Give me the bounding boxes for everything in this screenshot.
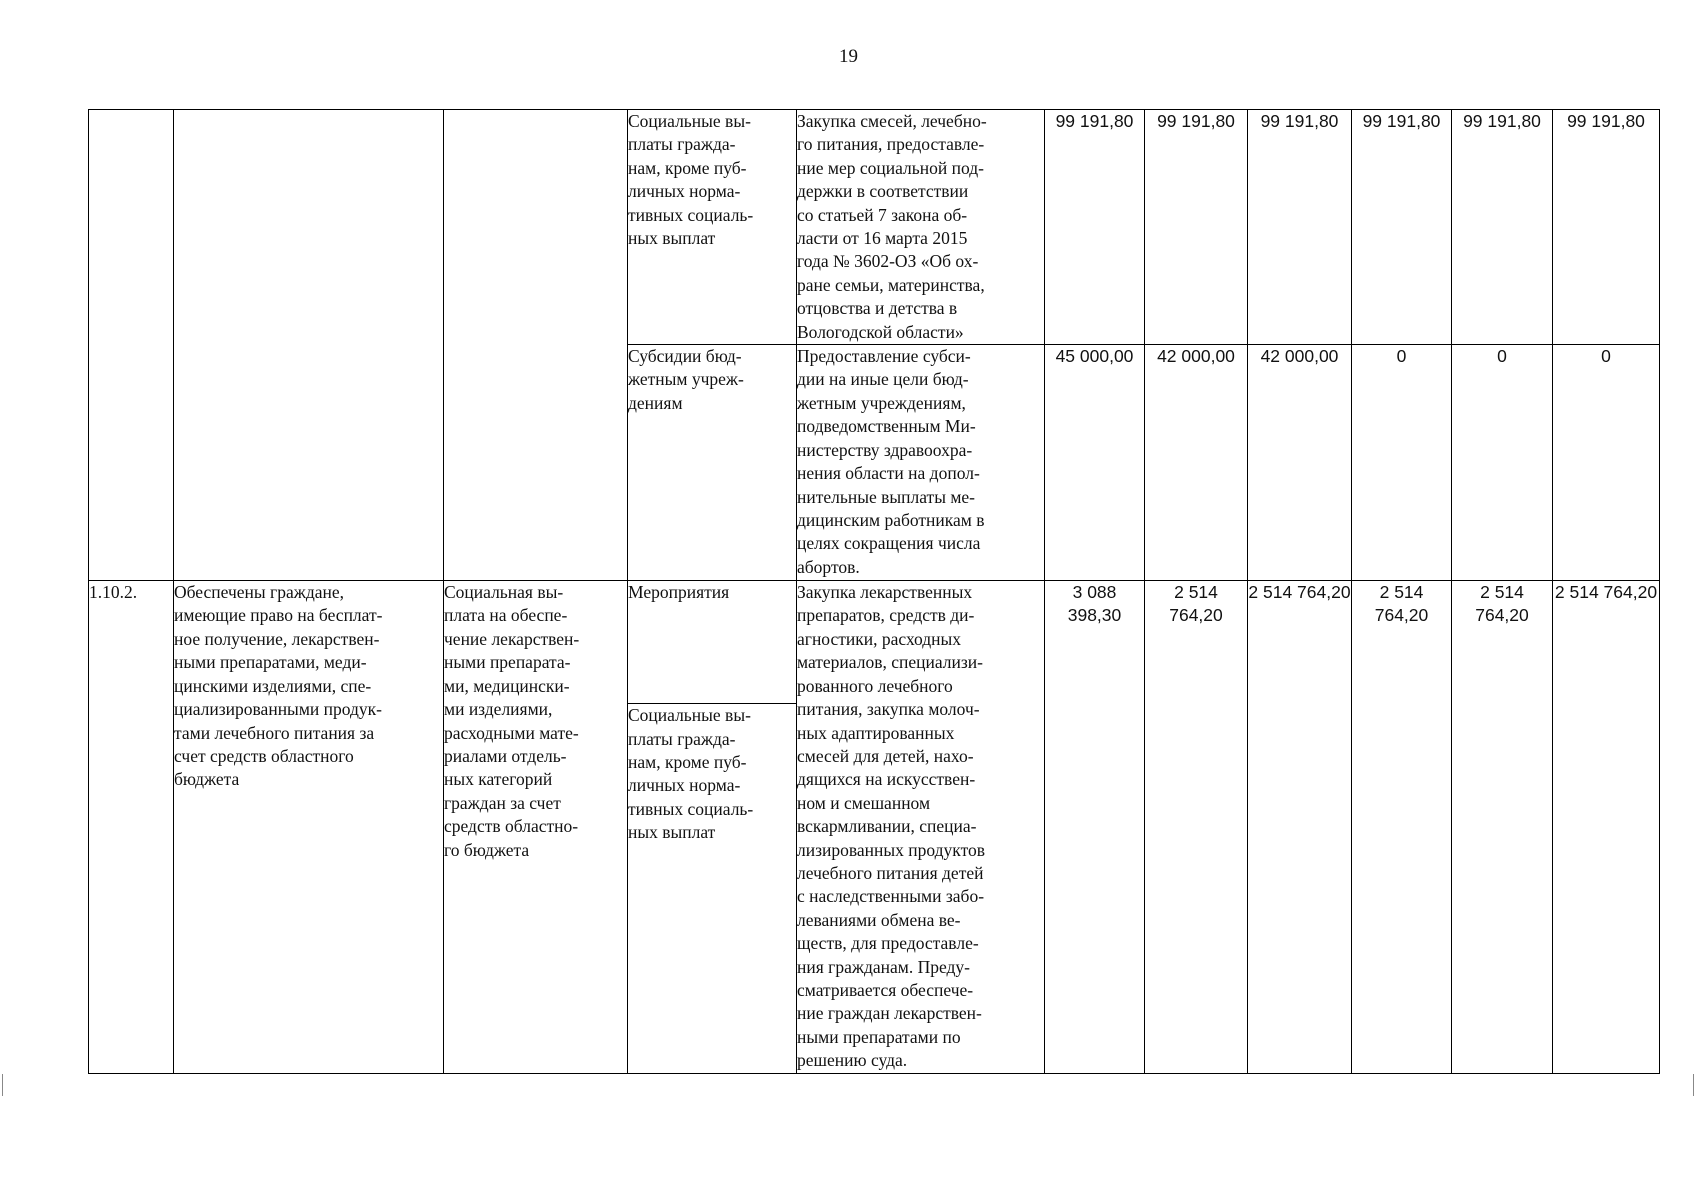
description: Закупка смесей, лечебно- го питания, предоставле- ние мер социальной под- держки в соответствии со статьей 7 закона об- ласти от 16 марта 2015 года № 3602-ОЗ «Об ох- ране семьи, материнства, отцовства и детства в Вологодской области»	[797, 111, 987, 342]
value-cell: 2 514 764,20	[1352, 581, 1452, 1074]
value-cell: 99 191,80	[1145, 110, 1248, 345]
table-cell	[174, 110, 444, 581]
result-text: Обеспечены граждане, имеющие право на бесплат- ное получение, лекарствен- ными препаратами, меди- цинскими изделиями, спе- циализированными продук- тами лечебного питания за счет средств областного бюджета	[174, 582, 383, 790]
result-cell	[174, 581, 444, 1074]
value-cell: 45 000,00	[1045, 345, 1145, 581]
measure-text: Социальная вы- плата на обеспе- чение лекарствен- ными препарата- ми, медицински- ми изделиями, расходными мате- риалами отдель- ных категорий граждан за счет средств областно- го бюджета	[444, 582, 580, 860]
value-cell: 0	[1452, 345, 1553, 581]
value-cell: 99 191,80	[1452, 110, 1553, 345]
item-code: 1.10.2.	[89, 582, 138, 603]
scan-edge-mark	[2, 1074, 3, 1096]
expense-type: Социальные вы- платы гражда- нам, кроме пуб- личных норма- тивных социаль- ных выплат	[628, 705, 754, 843]
value-cell: 2 514 764,20	[1553, 581, 1660, 1074]
table-cell	[89, 110, 174, 581]
value-cell: 2 514 764,20	[1145, 581, 1248, 1074]
measure-cell	[444, 581, 628, 1074]
expense-type-cell	[628, 704, 797, 1073]
description-cell	[797, 345, 1045, 581]
item-code-cell	[89, 581, 174, 1074]
value-cell: 42 000,00	[1248, 345, 1352, 581]
value-cell: 99 191,80	[1352, 110, 1452, 345]
expense-type: Социальные вы- платы гражда- нам, кроме пуб- личных норма- тивных социаль- ных выплат	[628, 111, 754, 249]
table-cell	[444, 110, 628, 581]
value-cell: 42 000,00	[1145, 345, 1248, 581]
expense-type-cell	[628, 110, 797, 345]
table-row	[89, 581, 1660, 704]
budget-table	[88, 109, 1660, 1074]
value-cell: 99 191,80	[1553, 110, 1660, 345]
value-cell: 99 191,80	[1248, 110, 1352, 345]
value-cell: 2 514 764,20	[1248, 581, 1352, 1074]
value-cell: 2 514 764,20	[1452, 581, 1553, 1074]
value-cell: 99 191,80	[1045, 110, 1145, 345]
expense-type-cell	[628, 581, 797, 704]
description: Предоставление субси- дии на иные цели бюд- жетным учреждениям, подведомственным Ми- нистерству здравоохра- нения области на допол- нительные выплаты ме- дицинским работникам в целях сокращения числа абортов.	[797, 346, 985, 577]
description: Закупка лекарственных препаратов, средств ди- агностики, расходных материалов, специализи- рованного лечебного питания, закупка молоч- ных адаптированных смесей для детей, нахо- дящихся на искусствен- ном и смешанном вскармливании, специа- лизированных продуктов лечебного питания детей с наследственными забо- леваниями обмена ве- ществ, для предоставле- ния гражданам. Преду- сматривается обеспече- ние граждан лекарствен- ными препаратами по решению суда.	[797, 582, 986, 1071]
page-number: 19	[839, 46, 858, 67]
expense-type: Субсидии бюд- жетным учреж- дениям	[628, 346, 744, 413]
description-cell	[797, 581, 1045, 1074]
description-cell	[797, 110, 1045, 345]
expense-type-cell	[628, 345, 797, 581]
value-cell: 3 088 398,30	[1045, 581, 1145, 1074]
expense-type: Мероприятия	[628, 582, 730, 603]
scan-edge-mark	[1693, 1074, 1694, 1096]
value-cell: 0	[1553, 345, 1660, 581]
table-row	[89, 110, 1660, 345]
value-cell: 0	[1352, 345, 1452, 581]
